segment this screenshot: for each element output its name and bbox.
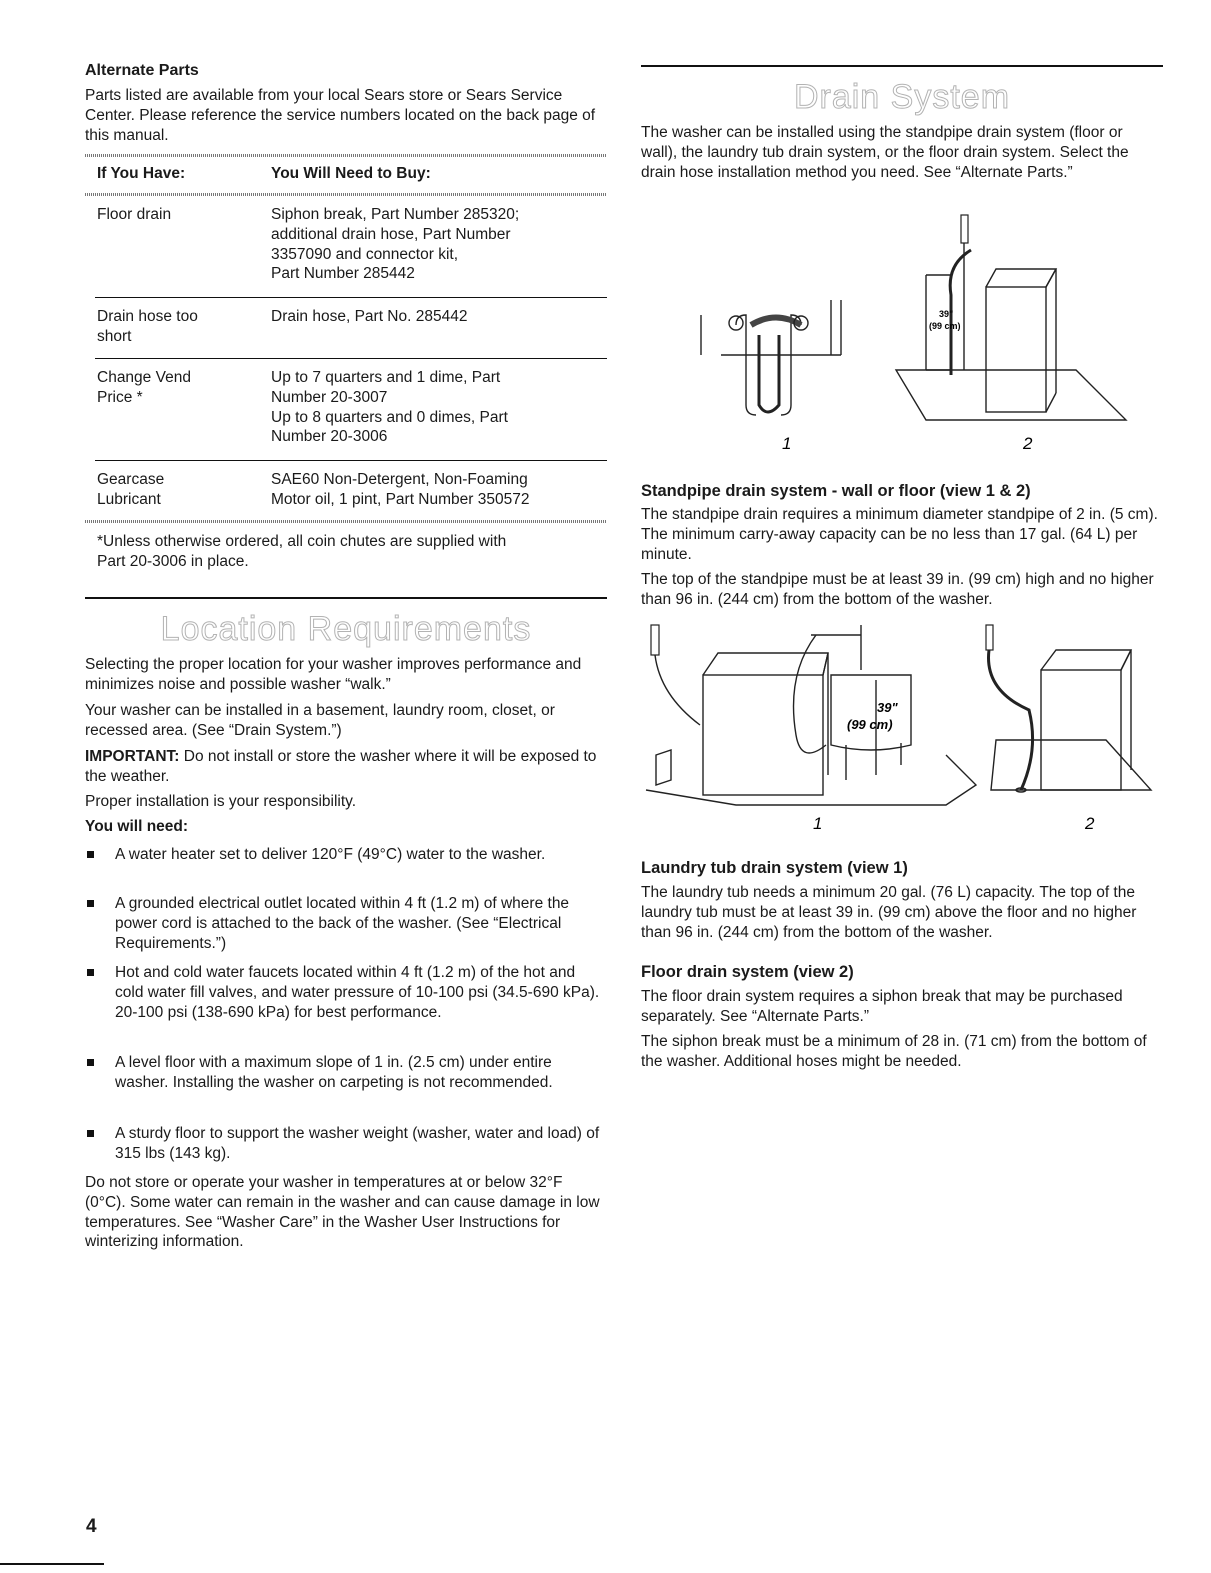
table-footnote: *Unless otherwise ordered, all coin chutes are supplied with Part 20-3006 in place. xyxy=(97,533,507,570)
fig2-dimension-cm: (99 cm) xyxy=(847,717,893,732)
important-note xyxy=(85,747,607,787)
page-number: 4 xyxy=(86,1516,97,1537)
table-row-buy: Siphon break, Part Number 285320; additional drain hose, Part Number 3357090 and connector kit, Part Number 285442 xyxy=(271,206,520,283)
col-header-have: If You Have: xyxy=(97,165,186,182)
list-item: Hot and cold water faucets located within 4 ft (1.2 m) of the hot and cold water fill valves, and water pressure of 10-100 psi (34.5-690 kPa). 20-100 psi (138-690 kPa) for best performance. xyxy=(85,963,607,1022)
alternate-parts-intro: Parts listed are available from your local Sears store or Sears Service Center. Please reference the service numbers located on the back page of this manual. xyxy=(85,87,596,144)
table-row-have: Gearcase Lubricant xyxy=(97,471,165,508)
table-row-buy: SAE60 Non-Detergent, Non-Foaming Motor oil, 1 pint, Part Number 350572 xyxy=(271,471,530,508)
list-item: A water heater set to deliver 120°F (49°C) water to the washer. xyxy=(85,845,607,865)
floor-drain-paragraph: The floor drain system requires a siphon break that may be purchased separately. See “Alternate Parts.” xyxy=(641,988,1123,1025)
laundry-tub-paragraph: The laundry tub needs a minimum 20 gal. (76 L) capacity. The top of the laundry tub must be at least 39 in. (99 cm) above the floor and no higher than 96 in. (244 cm) from the bottom of the washer. xyxy=(641,884,1137,941)
floor-drain-paragraph: The siphon break must be a minimum of 28 in. (71 cm) from the bottom of the washer. Additional hoses might be needed. xyxy=(641,1033,1147,1070)
location-paragraph: Selecting the proper location for your washer improves performance and minimizes noise and possible washer “walk.” xyxy=(85,656,582,693)
table-row-rule xyxy=(95,297,607,298)
table-row-rule xyxy=(95,358,607,359)
important-label: IMPORTANT: xyxy=(85,748,180,765)
list-item: A grounded electrical outlet located within 4 ft (1.2 m) of where the power cord is attached to the back of the washer. (See “Electrical Requirements.”) xyxy=(85,894,607,953)
col-header-buy: You Will Need to Buy: xyxy=(271,165,431,182)
standpipe-heading: Standpipe drain system - wall or floor (view 1 & 2) xyxy=(641,482,1031,500)
table-row-buy: Drain hose, Part No. 285442 xyxy=(271,308,468,325)
standpipe-illustration xyxy=(641,205,1163,455)
location-requirements-title: Location Requirements xyxy=(160,610,532,648)
bullet-square-icon xyxy=(87,851,94,858)
table-bottom-rule xyxy=(85,520,607,523)
table-row-buy: Up to 7 quarters and 1 dime, Part Number 20-3007 Up to 8 quarters and 0 dimes, Part Number 20-3006 xyxy=(271,369,508,446)
floor-drain-heading: Floor drain system (view 2) xyxy=(641,963,854,981)
table-row-have: Floor drain xyxy=(97,206,172,223)
table-row-have: Drain hose too short xyxy=(97,308,198,345)
standpipe-paragraph: The top of the standpipe must be at least 39 in. (99 cm) high and no higher than 96 in. (244 cm) from the bottom of the washer. xyxy=(641,571,1154,608)
important-text: Do not install or store the washer where it will be exposed to the weather. xyxy=(85,748,597,785)
location-closing-paragraph: Do not store or operate your washer in temperatures at or below 32°F (0°C). Some water can remain in the washer and can cause damage in low temperatures. See “Washer Care” in the Washer User Instructions for winterizing information. xyxy=(85,1174,600,1251)
table-top-rule xyxy=(85,154,607,157)
fig1-caption-view-1: 1 xyxy=(782,434,792,453)
location-paragraph: Proper installation is your responsibility. xyxy=(85,793,357,810)
drain-system-title: Drain System xyxy=(793,78,1011,116)
section-rule xyxy=(85,597,607,599)
laundry-tub-heading: Laundry tub drain system (view 1) xyxy=(641,859,908,877)
fig1-dimension-cm: (99 cm) xyxy=(929,321,961,331)
bullet-square-icon xyxy=(87,1130,94,1137)
drain-intro: The washer can be installed using the standpipe drain system (floor or wall), the laundry tub drain system, or the floor drain system. Select the drain hose installation method you need. See “Alternate Parts.” xyxy=(641,124,1129,181)
laundry-tub-floor-drain-illustration xyxy=(641,615,1163,835)
bullet-square-icon xyxy=(87,969,94,976)
you-will-need-label: You will need: xyxy=(85,818,189,835)
list-item: A sturdy floor to support the washer weight (washer, water and load) of 315 lbs (143 kg). xyxy=(85,1124,607,1164)
footer-rule xyxy=(0,1563,104,1565)
bullet-square-icon xyxy=(87,900,94,907)
fig2-dimension-inches: 39" xyxy=(877,700,898,715)
location-paragraph: Your washer can be installed in a basement, laundry room, closet, or recessed area. (See “Drain System.”) xyxy=(85,702,555,739)
fig2-caption-view-2: 2 xyxy=(1085,814,1095,833)
table-row-rule xyxy=(95,460,607,461)
fig1-caption-view-2: 2 xyxy=(1023,434,1033,453)
fig1-dimension-inches: 39" xyxy=(939,309,954,319)
section-rule xyxy=(641,65,1163,67)
fig2-caption-view-1: 1 xyxy=(813,814,823,833)
list-item: A level floor with a maximum slope of 1 in. (2.5 cm) under entire washer. Installing the washer on carpeting is not recommended. xyxy=(85,1053,607,1093)
alternate-parts-title: Alternate Parts xyxy=(85,62,199,79)
standpipe-paragraph: The standpipe drain requires a minimum diameter standpipe of 2 in. (5 cm). The minimum carry-away capacity can be no less than 17 gal. (64 L) per minute. xyxy=(641,506,1158,563)
bullet-square-icon xyxy=(87,1059,94,1066)
table-row-have: Change Vend Price * xyxy=(97,369,191,406)
table-header-rule xyxy=(85,193,607,196)
